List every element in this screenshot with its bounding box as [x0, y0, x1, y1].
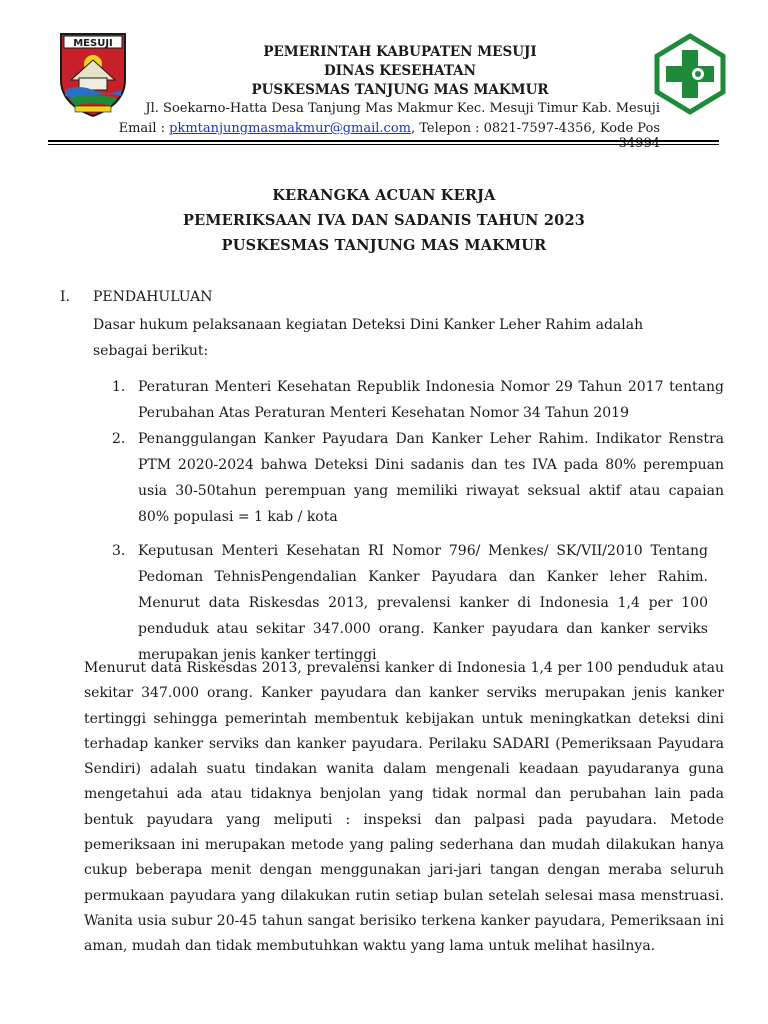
list-item-number: 3.: [112, 543, 126, 559]
header-institution-name: PUSKESMAS TANJUNG MAS MAKMUR: [251, 82, 549, 98]
header-divider-thick: [48, 140, 719, 142]
section-heading: PENDAHULUAN: [93, 289, 213, 305]
section-number: I.: [60, 289, 70, 305]
list-item-number: 2.: [112, 431, 126, 447]
legal-basis-list: [108, 374, 724, 668]
section-intro: Dasar hukum pelaksanaan kegiatan Deteksi Dini Kanker Leher Rahim adalah sebagai berikut:: [93, 317, 644, 359]
document-title: KERANGKA ACUAN KERJA: [272, 187, 496, 204]
email-label: Email :: [118, 121, 170, 136]
header-contact-line: [100, 121, 660, 151]
header-agency-name: DINAS KESEHATAN: [324, 63, 476, 79]
puskesmas-logo: [651, 30, 729, 118]
list-item-text: Keputusan Menteri Kesehatan RI Nomor 796/ Menkes/ SK/VII/2010 Tentang Pedoman TehnisPengendalian Kanker Payudara dan Kanker leher Rahim. Menurut data Riskesdas 2013, prevalensi kanker di Indonesia 1,4 per 100 penduduk atau sekitar 347.000 orang. Kanker payudara dan kanker serviks merupakan jenis kanker tertinggi: [138, 543, 708, 663]
list-item: [108, 538, 708, 668]
document-subtitle: PEMERIKSAAN IVA DAN SADANIS TAHUN 2023: [182, 212, 586, 229]
body-paragraph: Menurut data Riskesdas 2013, prevalensi kanker di Indonesia 1,4 per 100 penduduk atau sekitar 347.000 orang. Kanker payudara dan kanker serviks merupakan jenis kanker tertinggi sehingga pemerintah membentuk kebijakan untuk meningkatkan deteksi dini terhadap kanker serviks dan kanker payudara. Perilaku SADARI (Pemeriksaan Payudara Sendiri) adalah suatu tindakan wanita dalam mengenali keadaan payudaranya guna mengetahui ada atau tidaknya benjolan yang tidak normal dan perubahan lain pada bentuk payudara yang meliputi : inspeksi dan palpasi pada payudara. Metode pemeriksaan ini merupakan metode yang paling sederhana dan mudah dilakukan hanya cukup beberapa menit dengan menggunakan jari-jari tangan dengan meraba seluruh permukaan payudara yang dilakukan rutin setiap bulan setelah selesai masa menstruasi. Wanita usia subur 20-45 tahun sangat berisiko terkena kanker payudara, Pemeriksaan ini aman, mudah dan tidak membutuhkan waktu yang lama untuk melihat hasilnya.: [84, 660, 724, 955]
list-item-text: Peraturan Menteri Kesehatan Republik Indonesia Nomor 29 Tahun 2017 tentang Perubahan Atas Peraturan Menteri Kesehatan Nomor 34 Tahun 2019: [138, 379, 724, 421]
list-item: [108, 426, 724, 530]
header-government-name: PEMERINTAH KABUPATEN MESUJI: [263, 44, 537, 60]
list-item-text: Penanggulangan Kanker Payudara Dan Kanker Leher Rahim. Indikator Renstra PTM 2020-2024 bahwa Deteksi Dini sadanis dan tes IVA pada 80% perempuan usia 30-50tahun perempuan yang memiliki riwayat seksual aktif atau capaian 80% populasi = 1 kab / kota: [138, 431, 724, 525]
header-divider-thin: [48, 144, 719, 145]
logo-left-text: MESUJI: [73, 38, 113, 49]
document-institution: PUSKESMAS TANJUNG MAS MAKMUR: [221, 237, 547, 254]
email-link[interactable]: pkmtanjungmasmakmur@gmail.com: [169, 121, 411, 136]
list-item: [108, 374, 724, 426]
phone-postal: , Telepon : 0821-7597-4356, Kode Pos: [411, 121, 660, 136]
header-address: Jl. Soekarno-Hatta Desa Tanjung Mas Makmur Kec. Mesuji Timur Kab. Mesuji: [145, 101, 660, 116]
list-item-number: 1.: [112, 379, 126, 395]
